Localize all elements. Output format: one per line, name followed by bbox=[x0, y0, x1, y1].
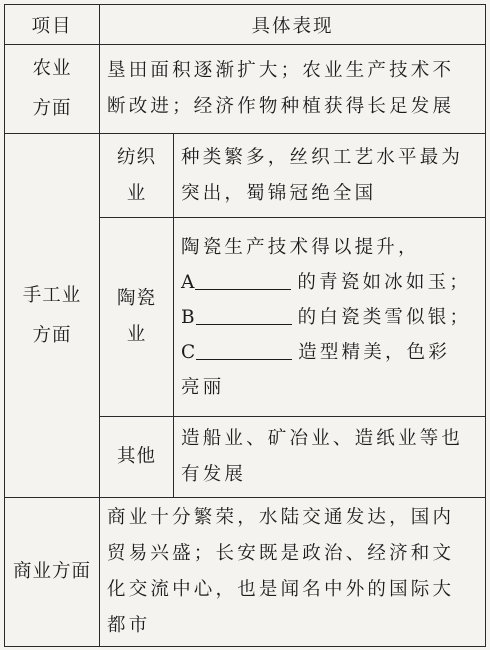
other-content: 造船业、矿冶业、造纸业等也 有发展 bbox=[174, 417, 486, 498]
header-detail: 具体表现 bbox=[100, 5, 486, 45]
ceramics-label: 陶瓷 业 bbox=[100, 218, 174, 417]
commerce-content: 商业十分繁荣，水陆交通发达，国内 贸易兴盛；长安既是政治、经济和文 化交流中心，也是闻名中外的国际大 都市 bbox=[100, 498, 486, 647]
answer-blank-c[interactable] bbox=[196, 341, 292, 360]
textile-content: 种类繁多，丝织工艺水平最为 突出，蜀锦冠绝全国 bbox=[174, 134, 486, 218]
answer-blank-b[interactable] bbox=[196, 306, 292, 325]
ceramics-item-b: B 的白瓷类雪似银； bbox=[181, 306, 472, 328]
agriculture-content: 垦田面积逐渐扩大；农业生产技术不 断改进；经济作物种植获得长足发展 bbox=[100, 45, 486, 134]
row-agriculture bbox=[5, 45, 486, 134]
commerce-label: 商业方面 bbox=[5, 498, 100, 647]
ceramics-content bbox=[174, 218, 486, 417]
table-header-row bbox=[5, 5, 486, 45]
ceramics-item-a: A 的青瓷如冰如玉； bbox=[181, 271, 471, 293]
ceramics-item-c: C 造型精美，色彩 bbox=[181, 341, 451, 363]
history-table bbox=[4, 4, 486, 647]
textile-label: 纺织 业 bbox=[100, 134, 174, 218]
ceramics-intro: 陶瓷生产技术得以提升， bbox=[181, 236, 420, 258]
ceramics-tail: 亮丽 bbox=[181, 376, 225, 398]
row-textile bbox=[5, 134, 486, 218]
answer-blank-a[interactable] bbox=[195, 271, 291, 290]
other-label: 其他 bbox=[100, 417, 174, 498]
header-item: 项目 bbox=[5, 5, 100, 45]
agriculture-label: 农业 方面 bbox=[5, 45, 100, 134]
handicraft-label: 手工业 方面 bbox=[5, 134, 100, 498]
row-commerce bbox=[5, 498, 486, 647]
